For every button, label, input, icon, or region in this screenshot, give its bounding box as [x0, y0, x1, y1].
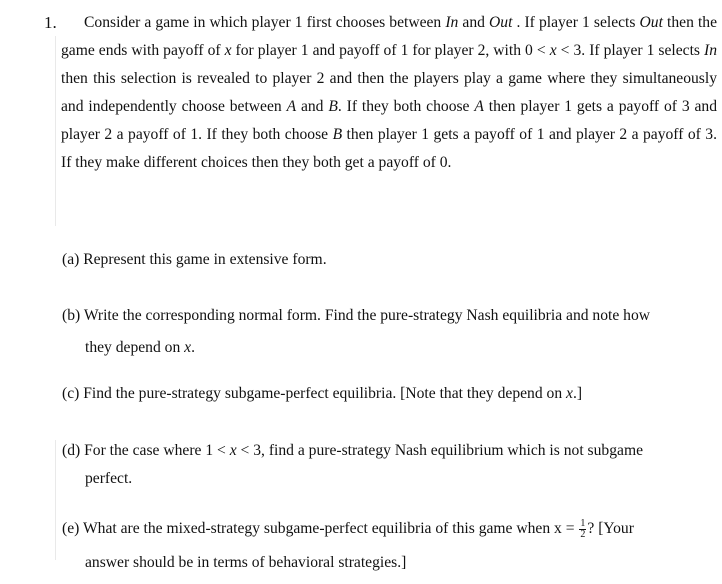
part-c [62, 380, 714, 408]
part-d [62, 437, 714, 493]
part-d-label: (d) [62, 442, 81, 459]
part-c-text: Find the pure-strategy subgame-perfect equilibria. [Note that they depend on x.] [83, 385, 583, 402]
part-d-line2: perfect. [85, 470, 133, 487]
left-margin-rule [55, 36, 56, 226]
part-e-label: (e) [62, 520, 80, 537]
part-c-label: (c) [62, 385, 80, 402]
part-b-label: (b) [62, 307, 81, 324]
part-e [62, 515, 714, 577]
question-number: 1. [44, 13, 57, 32]
part-d-text: For the case where 1 < x < 3, find a pure-strategy Nash equilibrium which is not subgame [84, 442, 643, 459]
fraction-one-half: $\frac{1}{2}$ [580, 517, 586, 540]
part-b-line2: they depend on x. [85, 339, 195, 356]
part-a [62, 246, 714, 274]
part-b-line1: Write the corresponding normal form. Find the pure-strategy Nash equilibria and note how [83, 307, 651, 324]
part-e-line2: answer should be in terms of behavioral strategies.] [85, 554, 407, 571]
part-a-label: (a) [62, 251, 80, 268]
left-margin-rule-lower [55, 440, 56, 560]
question-stem: Consider a game in which player 1 first chooses between In and Out . If player 1 selects Out then the game ends with payoff of x for player 1 and payoff of 1 for player 2, with 0 < x < 3. If player 1 selects In then this selection is revealed to player 2 and then the players play a game where they simultaneously and independently choose between A and B. If they both choose A then player 1 gets a payoff of 3 and player 2 a payoff of 1. If they both choose B then player 1 gets a payoff of 1 and player 2 a payoff of 3. If they make different choices then they both get a payoff of 0. [61, 14, 718, 171]
part-b [62, 302, 714, 362]
part-a-text: Represent this game in extensive form. [83, 251, 327, 268]
part-e-text: What are the mixed-strategy subgame-perfect equilibria of this game when x = $\frac{1}{2}$ ? [Your [82, 517, 634, 540]
